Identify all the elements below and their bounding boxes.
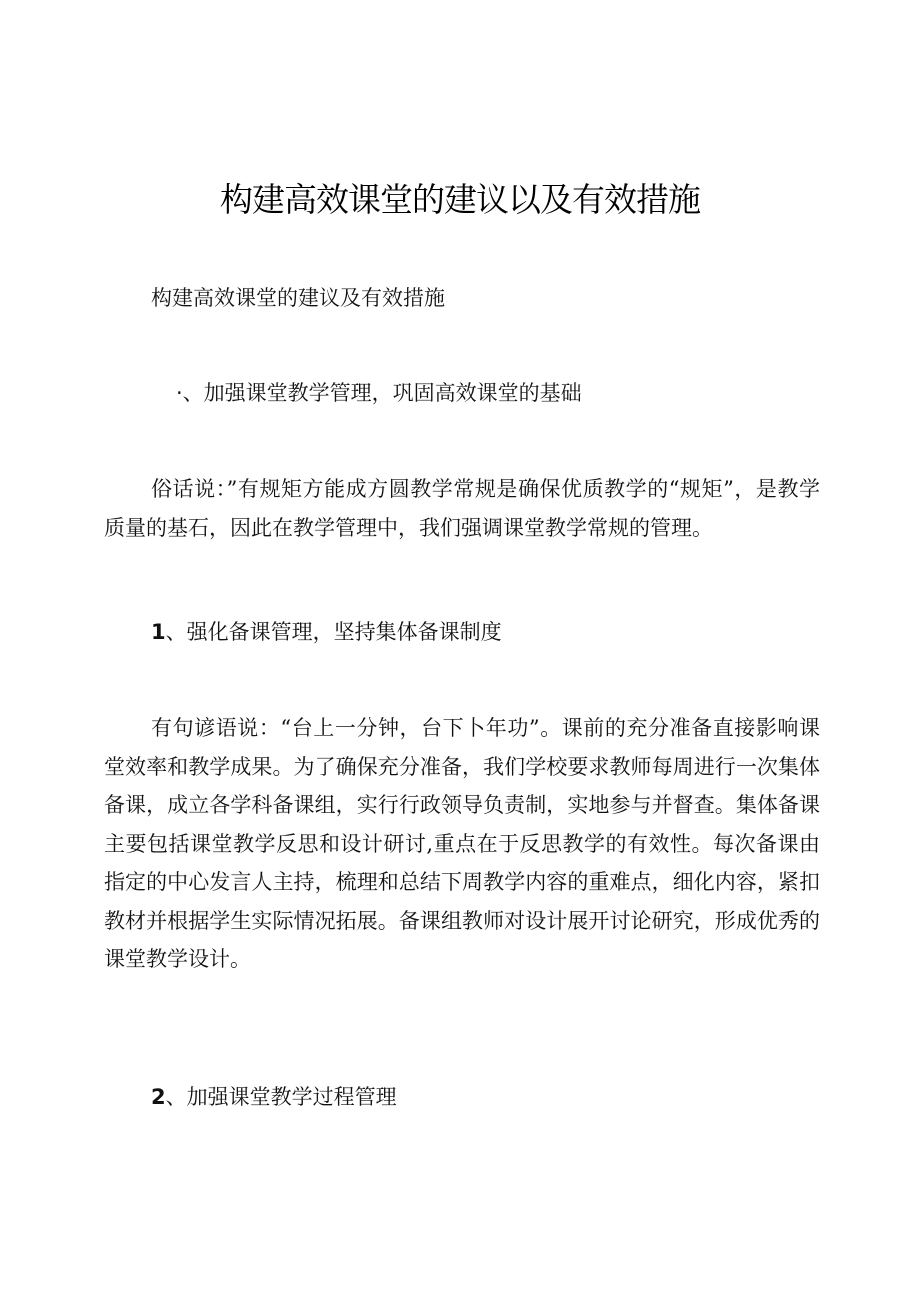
item-1-number: 1 xyxy=(151,620,166,644)
item-1-text: 、强化备课管理，坚持集体备课制度 xyxy=(165,620,502,644)
paragraph-prep: 有句谚语说：“台上一分钟，台下卜年功”。课前的充分准备直接影响课堂效率和教学成果。为了确保充分准备，我们学校要求教师每周进行一次集体备课，成立各学科备课组，实行行政领导负责制，实地参与并督查。集体备课主要包括课堂教学反思和设计研讨,重点在于反思教学的有效性。每次备课由指定的中心发言人主持，梳理和总结下周教学内容的重难点，细化内容，紧扣教材并根据学生实际情况拓展。备课组教师对设计展开讨论研究，形成优秀的课堂教学设计。 xyxy=(104,716,820,971)
paragraph-intro: 俗话说：”有规矩方能成方圆教学常规是确保优质教学的“规矩”，是教学质量的基石，因此在教学管理中，我们强调课堂教学常规的管理。 xyxy=(104,477,820,540)
item-2-heading xyxy=(151,1083,397,1111)
item-1-heading xyxy=(151,618,502,646)
item-2-number: 2 xyxy=(151,1085,166,1109)
section-one-heading: ·、加强课堂教学管理，巩固高效课堂的基础 xyxy=(176,381,582,405)
document-title: 构建高效课堂的建议以及有效措施 xyxy=(220,180,700,219)
document-subtitle: 构建高效课堂的建议及有效措施 xyxy=(151,286,445,310)
item-2-text: 、加强课堂教学过程管理 xyxy=(165,1085,397,1109)
